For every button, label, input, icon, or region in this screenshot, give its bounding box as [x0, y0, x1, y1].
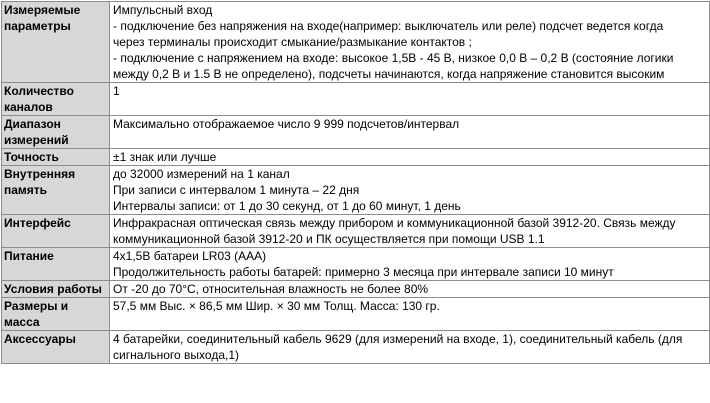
parameter-name: Размеры и масса	[2, 298, 110, 331]
table-row	[2, 215, 710, 248]
parameter-name: Аксессуары	[2, 331, 110, 364]
value-line: сигнального выхода,1)	[113, 348, 240, 362]
table-row	[2, 2, 710, 83]
parameter-value	[110, 215, 710, 248]
parameter-name: Питание	[2, 248, 110, 281]
value-line: Максимально отображаемое число 9 999 подсчетов/интервал	[113, 117, 460, 131]
value-line: - подключение без напряжения на входе(например: выключатель или реле) подсчет ведется когда	[113, 19, 664, 33]
value-line: 4 батарейки, соединительный кабель 9629 (для измерений на входе, 1), соединительный кабель (для	[113, 332, 683, 346]
value-line: От -20 до 70°С, относительная влажность не более 80%	[113, 282, 429, 296]
value-line: коммуникационной базой 3912-20 и ПК осуществляется при помощи USB 1.1	[113, 232, 545, 246]
value-line: Инфракрасная оптическая связь между прибором и коммуникационной базой 3912-20. Связь между	[113, 216, 676, 230]
value-line: 4x1,5В батареи LR03 (AAA)	[113, 249, 267, 263]
value-line: между 0,2 В и 1.5 В не определено), подсчеты начинаются, когда напряжение становится высоким	[113, 67, 665, 81]
parameter-value	[110, 2, 710, 83]
value-line: При записи с интервалом 1 минута – 22 дня	[113, 183, 360, 197]
parameter-name: Условия работы	[2, 281, 110, 298]
spec-table	[1, 1, 710, 364]
table-row	[2, 116, 710, 149]
value-line: 1	[113, 84, 120, 98]
parameter-name: Интерфейс	[2, 215, 110, 248]
value-line: через терминалы происходит смыкание/размыкание контактов ;	[113, 35, 472, 49]
parameter-name: Точность	[2, 149, 110, 166]
value-line: - подключение с напряжением на входе: высокое 1,5В - 45 В, низкое 0,0 В – 0,2 В (состояние логики	[113, 51, 674, 65]
table-row	[2, 298, 710, 331]
value-line: 57,5 мм Выс. × 86,5 мм Шир. × 30 мм Толщ. Масса: 130 гр.	[113, 299, 440, 313]
value-line: Импульсный вход	[113, 3, 213, 17]
parameter-value	[110, 248, 710, 281]
table-row	[2, 83, 710, 116]
parameter-value	[110, 116, 710, 149]
value-line: ±1 знак или лучше	[113, 150, 217, 164]
table-row	[2, 248, 710, 281]
parameter-name: Количество каналов	[2, 83, 110, 116]
parameter-name: Диапазон измерений	[2, 116, 110, 149]
value-line: до 32000 измерений на 1 канал	[113, 167, 290, 181]
parameter-value	[110, 298, 710, 331]
parameter-value	[110, 166, 710, 215]
parameter-value	[110, 331, 710, 364]
parameter-name: Внутренняя память	[2, 166, 110, 215]
spec-table-body	[2, 2, 710, 364]
parameter-value	[110, 83, 710, 116]
table-row	[2, 281, 710, 298]
value-line: Интервалы записи: от 1 до 30 секунд, от 1 до 60 минут, 1 день	[113, 199, 461, 213]
parameter-value	[110, 149, 710, 166]
parameter-value	[110, 281, 710, 298]
parameter-name: Измеряемые параметры	[2, 2, 110, 83]
table-row	[2, 331, 710, 364]
table-row	[2, 149, 710, 166]
table-row	[2, 166, 710, 215]
value-line: Продолжительность работы батарей: примерно 3 месяца при интервале записи 10 минут	[113, 265, 614, 279]
